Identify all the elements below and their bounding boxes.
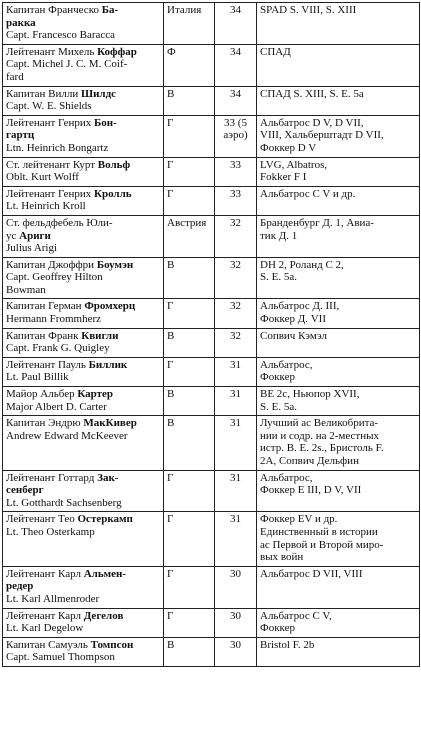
pilot-name-line [6,129,160,142]
pilot-latin-name: Lt. Heinrich Kroll [6,200,86,213]
table-row [3,608,420,637]
pilot-latin-name: Bowman [6,283,46,296]
pilot-latin-name: Lt. Karl Allmenroder [6,592,100,605]
pilot-name-cell [3,387,164,416]
aircraft-cell [257,257,420,299]
aircraft-line: VIII, Хальберштадт D VII, [260,129,384,142]
country-cell: Ф [164,44,215,86]
pilot-name-line [6,568,160,581]
country-cell: Г [164,299,215,328]
pilot-latin-name: Capt. W. E. Shields [6,100,92,113]
surname-bold: сенберг [6,484,44,497]
pilot-name-cell [3,215,164,257]
table-row [3,86,420,115]
country-cell: Г [164,186,215,215]
pilot-name-line [6,359,160,372]
pilot-name-line [6,117,160,130]
aircraft-line: СПАД S. XIII, S. E. 5a [260,87,364,100]
aircraft-line: S. E. 5a. [260,271,297,284]
victories-cell [215,387,257,416]
aircraft-cell [257,608,420,637]
aircraft-line: Фоккер E III, D V, VII [260,484,362,497]
name-text: Ст. лейтенант Курт [6,158,98,171]
pilot-name-line [6,259,160,272]
table-row [3,257,420,299]
country-cell: Г [164,512,215,566]
victories-cell [215,86,257,115]
aircraft-line: истр. В. Е. 2s., Бристоль F. [260,442,384,455]
surname-bold: Зак- [97,471,119,484]
victories-value: 32 [230,216,241,229]
country-cell: В [164,86,215,115]
aircraft-line: Альбатрос D V, D VII, [260,116,364,129]
surname-bold: Биллик [88,358,128,371]
aces-table-body [3,3,420,667]
surname-bold: МакКивер [83,417,137,430]
victories-value: 31 [230,388,241,401]
name-text: Лейтенант Генрих [6,187,94,200]
table-row [3,44,420,86]
aircraft-line: Альбатрос Д. III, [260,300,340,313]
pilot-name-cell [3,3,164,45]
aircraft-line: Фоккер [260,371,295,384]
aircraft-line: Альбатрос, [260,358,313,371]
pilot-latin-name: Hermann Frommherz [6,313,101,326]
victories-cell [215,257,257,299]
pilot-latin-name: Lt. Karl Degelow [6,622,84,635]
pilot-name-line [6,639,160,652]
aircraft-line: Fokker F I [260,171,307,184]
pilot-name-line [6,513,160,526]
aircraft-line: Альбатрос, [260,471,313,484]
victories-value: 33 (5 [224,116,247,129]
aircraft-cell [257,215,420,257]
aircraft-line: Bristol F. 2b [260,638,315,651]
pilot-name-line [6,188,160,201]
surname-bold: Остеркамп [77,513,133,526]
victories-cell [215,328,257,357]
aircraft-cell [257,416,420,470]
aircraft-line: SPAD S. VIII, S. XIII [260,4,357,16]
aircraft-line: нии и содр. на 2-местных [260,429,379,442]
pilot-latin-name: Oblt. Kurt Wolff [6,171,79,184]
pilot-latin-name: Julius Arigi [6,242,58,255]
table-row [3,3,420,45]
pilot-latin-name: Lt. Gotthardt Sachsenberg [6,496,122,509]
pilot-name-line [6,388,160,401]
surname-bold: Коффар [97,45,137,58]
surname-bold: Томпсон [90,638,134,651]
victories-value: 33 [230,187,241,200]
victories-cell [215,357,257,386]
victories-cell [215,157,257,186]
table-row [3,328,420,357]
victories-cell [215,44,257,86]
victories-value: 31 [230,513,241,526]
aircraft-line: DH 2, Роланд C 2, [260,258,344,271]
victories-value: 31 [230,358,241,371]
victories-cell [215,299,257,328]
pilot-latin-name: Capt. Frank G. Quigley [6,342,110,355]
pilot-name-line [6,484,160,497]
aircraft-line: BE 2c, Ньюпор XVII, [260,388,360,401]
aircraft-cell [257,387,420,416]
country-cell: Г [164,566,215,608]
pilot-latin-name: Lt. Paul Billik [6,371,69,384]
country-cell: Г [164,157,215,186]
pilot-latin-name: Capt. Michel J. C. M. Coif- [6,58,128,71]
country-cell: В [164,328,215,357]
aircraft-line: Единственный в истории [260,525,378,538]
table-row [3,186,420,215]
aircraft-line: Фоккер [260,622,295,635]
table-row [3,115,420,157]
aircraft-cell [257,512,420,566]
aircraft-line: 2A, Сопвич Дельфин [260,455,359,467]
pilot-name-line [6,88,160,101]
name-text: Капитан Франческо [6,4,102,16]
victories-value: 30 [230,567,241,580]
name-text: Капитан Джоффри [6,258,97,271]
name-text: Капитан Вилли [6,87,82,100]
victories-cell [215,608,257,637]
aircraft-cell [257,115,420,157]
country-cell: Италия [164,3,215,45]
pilot-name-cell [3,637,164,666]
pilot-name-cell [3,566,164,608]
table-row [3,157,420,186]
table-row [3,637,420,666]
table-row [3,470,420,512]
table-row [3,512,420,566]
surname-bold: Дегелов [83,609,124,622]
surname-bold: редер [6,580,34,593]
surname-bold: Бон- [93,116,117,129]
aircraft-line: Альбатрос C V и др. [260,187,356,200]
surname-bold: Вольф [97,158,131,171]
surname-bold: Ариги [19,229,51,242]
pilot-latin-name: Capt. Geoffrey Hilton [6,271,103,284]
pilot-latin-name: Capt. Francesco Baracca [6,29,116,42]
victories-value: 34 [230,87,241,100]
country-cell: Г [164,470,215,512]
surname-bold: Боумэн [96,258,134,271]
table-row [3,357,420,386]
table-row [3,566,420,608]
aircraft-cell [257,186,420,215]
name-text: Ст. фельдфебель Юли- [6,216,113,229]
aircraft-cell [257,328,420,357]
pilot-name-cell [3,512,164,566]
victories-cell [215,566,257,608]
pilot-name-line [6,417,160,430]
aces-table [2,2,420,667]
aircraft-line: Сопвич Кэмэл [260,329,328,342]
victories-cell [215,637,257,666]
aircraft-cell [257,566,420,608]
victories-cell [215,115,257,157]
name-text: Майор Альбер [6,388,78,401]
victories-value: 32 [230,329,241,342]
pilot-name-line [6,330,160,343]
aircraft-line: Фоккер D V [260,141,317,154]
aircraft-line: Альбатрос C V, [260,609,332,622]
aircraft-line: СПАД [260,45,291,58]
victories-value: 32 [230,258,241,271]
table-row [3,215,420,257]
pilot-name-cell [3,186,164,215]
aircraft-line: LVG, Albatros, [260,158,328,171]
victories-value: 30 [230,609,241,622]
name-text: Лейтенант Готтард [6,471,98,484]
name-text: Лейтенант Тео [6,513,78,526]
victories-value: 34 [230,4,241,16]
table-row [3,416,420,470]
pilot-name-cell [3,328,164,357]
aircraft-line: S. E. 5a. [260,400,297,413]
surname-bold: Кролль [93,187,132,200]
country-cell: В [164,637,215,666]
victories-cell [215,512,257,566]
aircraft-cell [257,637,420,666]
country-cell: В [164,257,215,299]
pilot-name-line [6,17,160,30]
aces-table-page [2,2,420,667]
victories-value: 31 [230,417,241,430]
aircraft-cell [257,470,420,512]
pilot-name-cell [3,357,164,386]
surname-bold: ракка [6,16,36,29]
country-cell: Г [164,608,215,637]
name-text: Капитан Эндрю [6,417,84,430]
aircraft-line: тик Д. 1 [260,229,298,242]
table-row [3,299,420,328]
aircraft-cell [257,157,420,186]
name-text: Капитан Франк [6,329,82,342]
victories-cell [215,215,257,257]
pilot-name-line [6,159,160,172]
surname-bold: Ба- [101,4,119,16]
pilot-name-line [6,300,160,313]
name-text: ус [6,229,20,242]
pilot-name-cell [3,44,164,86]
victories-value: 34 [230,45,241,58]
victories-value: 33 [230,158,241,171]
victories-cell [215,470,257,512]
pilot-name-line [6,580,160,593]
country-cell: Австрия [164,215,215,257]
country-cell: В [164,387,215,416]
country-cell: Г [164,115,215,157]
pilot-name-cell [3,416,164,470]
aircraft-cell [257,299,420,328]
surname-bold: Альмен- [83,567,127,580]
pilot-latin-name: Capt. Samuel Thompson [6,651,115,664]
pilot-name-cell [3,299,164,328]
pilot-name-line [6,230,160,243]
pilot-latin-name: fard [6,70,24,83]
country-cell: В [164,416,215,470]
aircraft-line: Лучший ас Великобрита- [260,417,379,430]
pilot-name-cell [3,608,164,637]
pilot-latin-name: Major Albert D. Carter [6,400,107,413]
surname-bold: Картер [77,388,114,401]
name-text: Лейтенант Пауль [6,358,89,371]
pilot-name-line [6,217,160,230]
victories-note: аэро) [223,129,248,142]
aircraft-cell [257,44,420,86]
victories-cell [215,416,257,470]
surname-bold: Фромхерц [84,300,136,313]
aircraft-cell [257,3,420,45]
victories-cell [215,186,257,215]
name-text: Лейтенант Михель [6,45,98,58]
pilot-name-cell [3,86,164,115]
pilot-name-line [6,472,160,485]
name-text: Лейтенант Генрих [6,116,94,129]
aircraft-line: Фоккер Д. VII [260,313,327,326]
aircraft-line: ас Первой и Второй миро- [260,538,384,551]
aircraft-cell [257,357,420,386]
surname-bold: Квигли [81,329,119,342]
aircraft-line: вых войн [260,551,304,564]
surname-bold: гартц [6,129,35,142]
pilot-latin-name: Lt. Theo Osterkamp [6,525,95,538]
pilot-name-cell [3,257,164,299]
pilot-latin-name: Ltn. Heinrich Bongartz [6,141,109,154]
victories-value: 31 [230,471,241,484]
victories-value: 30 [230,638,241,651]
pilot-name-cell [3,115,164,157]
victories-cell [215,3,257,45]
pilot-name-line [6,4,160,17]
aircraft-line: Альбатрос D VII, VIII [260,567,363,580]
pilot-name-cell [3,157,164,186]
aircraft-cell [257,86,420,115]
name-text: Лейтенант Карл [6,567,84,580]
aircraft-line: Бранденбург Д. 1, Авиа- [260,216,374,229]
name-text: Капитан Самуэль [6,638,91,651]
country-cell: Г [164,357,215,386]
table-row [3,387,420,416]
aircraft-line: Фоккер EV и др. [260,513,338,526]
pilot-name-line [6,46,160,59]
name-text: Лейтенант Карл [6,609,84,622]
pilot-name-cell [3,470,164,512]
pilot-name-line [6,610,160,623]
surname-bold: Шилдс [81,87,117,100]
victories-value: 32 [230,300,241,313]
pilot-latin-name: Andrew Edward McKeever [6,429,128,442]
name-text: Капитан Герман [6,300,85,313]
